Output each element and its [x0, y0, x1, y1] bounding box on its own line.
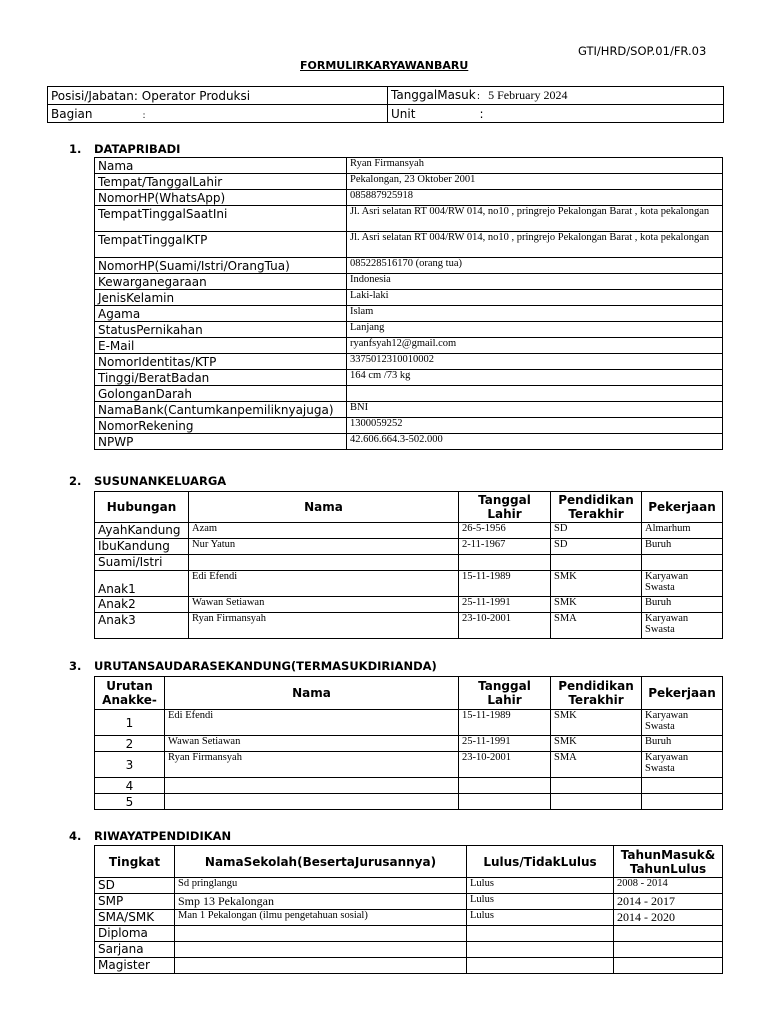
family-lahir: 23-10-2001 [459, 613, 551, 639]
sibling-pendidikan: SMK [551, 736, 642, 752]
siblings-header-urutan: Urutan Anakke- [95, 677, 165, 710]
label-golongan-darah: GolonganDarah [95, 386, 347, 402]
family-pendidikan: SD [551, 523, 642, 539]
education-header-nama-sekolah: NamaSekolah(BesertaJurusannya) [175, 846, 467, 878]
education-lulus: Lulus [467, 878, 614, 894]
table-row [95, 597, 723, 613]
page-title: FORMULIRKARYAWANBARU [300, 59, 469, 72]
section-title-urutan-saudara: 3. URUTANSAUDARASEKANDUNG(TERMASUKDIRIANDA) [69, 659, 437, 673]
value-email: ryanfsyah12@gmail.com [347, 338, 723, 354]
table-row [95, 794, 723, 810]
table-row [95, 523, 723, 539]
family-hubungan: Anak1 [95, 571, 189, 597]
family-nama: Nur Yatun [189, 539, 459, 555]
value-nomor-hp-keluarga: 085228516170 (orang tua) [347, 258, 723, 274]
sibling-nama: Wawan Setiawan [165, 736, 459, 752]
value-tempat-tanggal-lahir: Pekalongan, 23 Oktober 2001 [347, 174, 723, 190]
label-nomor-rekening: NomorRekening [95, 418, 347, 434]
education-lulus: Lulus [467, 910, 614, 926]
education-sekolah [175, 942, 467, 958]
education-sekolah [175, 926, 467, 942]
family-hubungan: Anak3 [95, 613, 189, 639]
family-pendidikan: SMK [551, 571, 642, 597]
sibling-lahir [459, 778, 551, 794]
family-pendidikan: SD [551, 539, 642, 555]
value-nama-bank: BNI [347, 402, 723, 418]
table-row [95, 571, 723, 597]
family-nama: Wawan Setiawan [189, 597, 459, 613]
table-row [95, 942, 723, 958]
section-title-data-pribadi: 1. DATAPRIBADI [69, 142, 181, 156]
bagian-label: Bagian [51, 106, 93, 121]
table-row [95, 555, 723, 571]
sibling-nama: Ryan Firmansyah [165, 752, 459, 778]
family-pendidikan [551, 555, 642, 571]
education-tingkat: SMP [95, 894, 175, 910]
education-tahun: 2014 - 2020 [614, 910, 723, 926]
personal-data-table [94, 157, 723, 450]
family-nama: Azam [189, 523, 459, 539]
table-row [95, 958, 723, 974]
sibling-pekerjaan: Karyawan Swasta [642, 752, 723, 778]
sibling-urutan: 3 [95, 752, 165, 778]
siblings-header-tanggal-lahir: Tanggal Lahir [459, 677, 551, 710]
family-header-tanggal-lahir: Tanggal Lahir [459, 492, 551, 523]
family-nama: Edi Efendi [189, 571, 459, 597]
family-pekerjaan: Karyawan Swasta [642, 613, 723, 639]
family-hubungan: IbuKandung [95, 539, 189, 555]
tanggal-masuk-value: 5 February 2024 [488, 88, 568, 102]
education-header-tahun: TahunMasuk& TahunLulus [614, 846, 723, 878]
education-sekolah: Sd pringlangu [175, 878, 467, 894]
family-lahir: 15-11-1989 [459, 571, 551, 597]
sibling-urutan: 1 [95, 710, 165, 736]
section-title-riwayat-pendidikan: 4. RIWAYATPENDIDIKAN [69, 829, 232, 843]
family-hubungan: AyahKandung [95, 523, 189, 539]
sibling-nama [165, 778, 459, 794]
posisi-label: Posisi/Jabatan: [51, 88, 138, 103]
table-row [95, 778, 723, 794]
education-tahun [614, 926, 723, 942]
education-sekolah: Smp 13 Pekalongan [175, 894, 467, 910]
education-lulus [467, 958, 614, 974]
unit-cell [388, 105, 724, 123]
label-nomor-hp: NomorHP(WhatsApp) [95, 190, 347, 206]
label-nomor-hp-keluarga: NomorHP(Suami/Istri/OrangTua) [95, 258, 347, 274]
sibling-nama [165, 794, 459, 810]
sibling-pendidikan [551, 778, 642, 794]
label-nama: Nama [95, 158, 347, 174]
family-pekerjaan: Almarhum [642, 523, 723, 539]
value-tinggi-berat: 164 cm /73 kg [347, 370, 723, 386]
siblings-table [94, 676, 723, 810]
family-pendidikan: SMK [551, 597, 642, 613]
sibling-pekerjaan: Buruh [642, 736, 723, 752]
family-hubungan: Anak2 [95, 597, 189, 613]
label-kewarganegaraan: Kewarganegaraan [95, 274, 347, 290]
family-lahir [459, 555, 551, 571]
label-tinggi-berat: Tinggi/BeratBadan [95, 370, 347, 386]
value-nomor-rekening: 1300059252 [347, 418, 723, 434]
label-email: E-Mail [95, 338, 347, 354]
sibling-lahir: 15-11-1989 [459, 710, 551, 736]
education-tahun: 2008 - 2014 [614, 878, 723, 894]
tanggal-masuk-cell [388, 87, 724, 105]
education-tahun: 2014 - 2017 [614, 894, 723, 910]
education-sekolah: Man 1 Pekalongan (ilmu pengetahuan sosial) [175, 910, 467, 926]
education-tahun [614, 958, 723, 974]
table-row [95, 539, 723, 555]
education-lulus [467, 926, 614, 942]
sibling-pekerjaan [642, 794, 723, 810]
family-header-pendidikan: Pendidikan Terakhir [551, 492, 642, 523]
family-pendidikan: SMA [551, 613, 642, 639]
sibling-lahir [459, 794, 551, 810]
family-lahir: 25-11-1991 [459, 597, 551, 613]
sibling-urutan: 4 [95, 778, 165, 794]
value-npwp: 42.606.664.3-502.000 [347, 434, 723, 450]
value-status-pernikahan: Lanjang [347, 322, 723, 338]
family-header-hubungan: Hubungan [95, 492, 189, 523]
family-pekerjaan: Karyawan Swasta [642, 571, 723, 597]
education-tingkat: Sarjana [95, 942, 175, 958]
table-row [95, 752, 723, 778]
siblings-header-pekerjaan: Pekerjaan [642, 677, 723, 710]
sibling-pendidikan: SMK [551, 710, 642, 736]
label-tempat-tanggal-lahir: Tempat/TanggalLahir [95, 174, 347, 190]
label-tempat-tinggal-saat-ini: TempatTinggalSaatIni [95, 206, 347, 232]
value-jenis-kelamin: Laki-laki [347, 290, 723, 306]
education-tahun [614, 942, 723, 958]
sibling-pendidikan: SMA [551, 752, 642, 778]
education-tingkat: SD [95, 878, 175, 894]
table-row [95, 926, 723, 942]
family-pekerjaan: Buruh [642, 539, 723, 555]
table-row [95, 736, 723, 752]
sibling-urutan: 2 [95, 736, 165, 752]
unit-colon: : [479, 106, 484, 121]
education-tingkat: SMA/SMK [95, 910, 175, 926]
sibling-nama: Edi Efendi [165, 710, 459, 736]
education-sekolah [175, 958, 467, 974]
sibling-pendidikan [551, 794, 642, 810]
family-header-pekerjaan: Pekerjaan [642, 492, 723, 523]
bagian-cell [48, 105, 388, 123]
family-table [94, 491, 723, 639]
education-tingkat: Magister [95, 958, 175, 974]
family-hubungan: Suami/Istri [95, 555, 189, 571]
label-nama-bank: NamaBank(Cantumkanpemiliknyajuga) [95, 402, 347, 418]
table-row [95, 710, 723, 736]
sibling-lahir: 23-10-2001 [459, 752, 551, 778]
table-row [95, 894, 723, 910]
value-tempat-tinggal-ktp: Jl. Asri selatan RT 004/RW 014, no10 , pringrejo Pekalongan Barat , kota pekalongan [347, 232, 723, 258]
unit-label: Unit [391, 106, 416, 121]
value-tempat-tinggal-saat-ini: Jl. Asri selatan RT 004/RW 014, no10 , pringrejo Pekalongan Barat , kota pekalongan [347, 206, 723, 232]
education-table [94, 845, 723, 974]
label-status-pernikahan: StatusPernikahan [95, 322, 347, 338]
value-nomor-hp: 085887925918 [347, 190, 723, 206]
family-lahir: 26-5-1956 [459, 523, 551, 539]
bagian-colon: : [142, 110, 146, 121]
label-jenis-kelamin: JenisKelamin [95, 290, 347, 306]
tanggal-masuk-label: TanggalMasuk [391, 88, 476, 102]
document-code: GTI/HRD/SOP.01/FR.03 [578, 44, 707, 58]
posisi-value: Operator Produksi [141, 88, 251, 103]
sibling-pekerjaan [642, 778, 723, 794]
sibling-urutan: 5 [95, 794, 165, 810]
family-pekerjaan: Buruh [642, 597, 723, 613]
value-agama: Islam [347, 306, 723, 322]
label-agama: Agama [95, 306, 347, 322]
siblings-header-pendidikan: Pendidikan Terakhir [551, 677, 642, 710]
label-npwp: NPWP [95, 434, 347, 450]
sibling-lahir: 25-11-1991 [459, 736, 551, 752]
tanggal-masuk-colon: : [476, 91, 481, 102]
family-header-nama: Nama [189, 492, 459, 523]
education-lulus: Lulus [467, 894, 614, 910]
posisi-cell [48, 87, 388, 105]
label-nomor-identitas: NomorIdentitas/KTP [95, 354, 347, 370]
table-row [95, 910, 723, 926]
value-golongan-darah [347, 386, 723, 402]
value-nomor-identitas: 3375012310010002 [347, 354, 723, 370]
family-nama [189, 555, 459, 571]
family-nama: Ryan Firmansyah [189, 613, 459, 639]
education-tingkat: Diploma [95, 926, 175, 942]
education-header-lulus: Lulus/TidakLulus [467, 846, 614, 878]
sibling-pekerjaan: Karyawan Swasta [642, 710, 723, 736]
siblings-header-nama: Nama [165, 677, 459, 710]
section-title-susunan-keluarga: 2. SUSUNANKELUARGA [69, 474, 227, 488]
family-pekerjaan [642, 555, 723, 571]
value-kewarganegaraan: Indonesia [347, 274, 723, 290]
value-nama: Ryan Firmansyah [347, 158, 723, 174]
label-tempat-tinggal-ktp: TempatTinggalKTP [95, 232, 347, 258]
family-lahir: 2-11-1967 [459, 539, 551, 555]
education-lulus [467, 942, 614, 958]
education-header-tingkat: Tingkat [95, 846, 175, 878]
table-row [95, 613, 723, 639]
table-row [95, 878, 723, 894]
header-table [47, 86, 724, 123]
